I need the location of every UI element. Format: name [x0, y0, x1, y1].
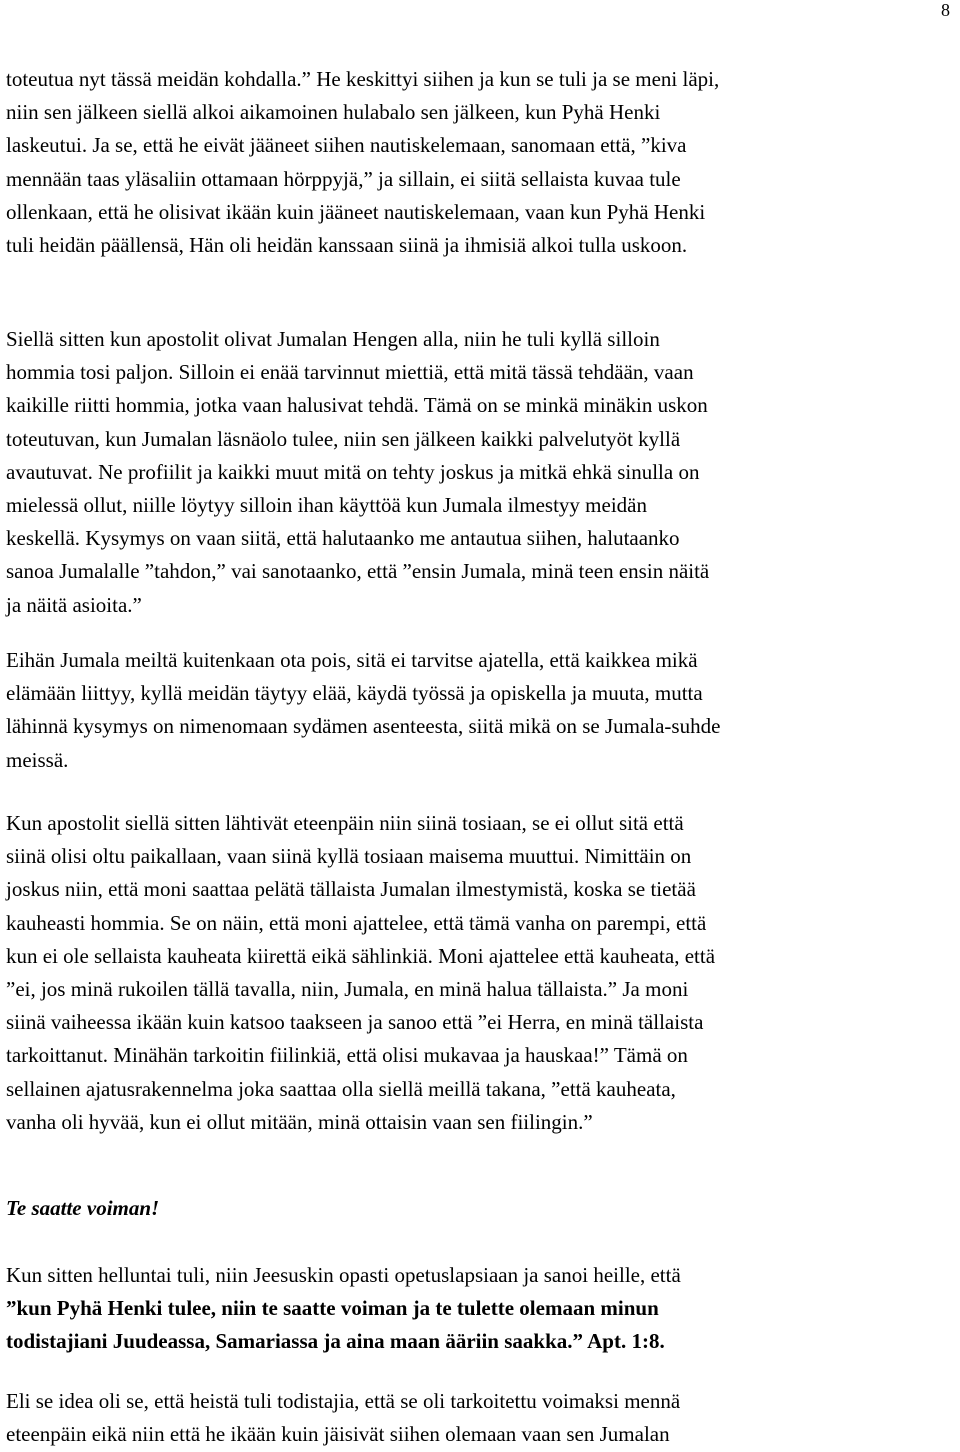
text-line: Siellä sitten kun apostolit olivat Jumalan Hengen alla, niin he tuli kyllä silloin: [6, 327, 660, 351]
text-line: keskellä. Kysymys on vaan siitä, että halutaanko me antautua siihen, halutaanko: [6, 526, 680, 551]
text-line: toteutuvan, kun Jumalan läsnäolo tulee, niin sen jälkeen kaikki palvelutyöt kyllä: [6, 426, 681, 451]
text-line: siinä vaiheessa ikään kuin katsoo taakseen ja sanoo että ”ei Herra, en minä tällaista: [6, 1010, 704, 1035]
text-line: elämään liittyy, kyllä meidän täytyy elää, käydä työssä ja opiskella ja muuta, mutta: [6, 681, 703, 706]
text-line: meissä.: [6, 747, 69, 772]
text-line: Eli se idea oli se, että heistä tuli todistajia, että se oli tarkoitettu voimaksi mennä: [6, 1389, 681, 1413]
text-line: mennään taas yläsaliin ottamaan hörppyjä,” ja sillain, ei siitä sellaista kuvaa tule: [6, 166, 681, 191]
section-heading-text: Te saatte voiman!: [6, 1196, 160, 1220]
text-line: mielessä ollut, niille löytyy silloin ihan käyttöä kun Jumala ilmestyy meidän: [6, 493, 647, 518]
text-line: kauheasti hommia. Se on näin, että moni ajattelee, että tämä vanha on parempi, että: [6, 910, 707, 935]
text-line: kun ei ole sellaista kauheata kiirettä eikä sählinkiä. Moni ajattelee että kauheata, että: [6, 943, 716, 968]
text-line: siinä olisi oltu paikallaan, vaan siinä kyllä tosiaan maisema muuttui. Nimittäin on: [6, 844, 692, 869]
text-line: Kun apostolit siellä sitten lähtivät eteenpäin niin siinä tosiaan, se ei ollut sitä että: [6, 811, 684, 835]
text-line: avautuvat. Ne profiilit ja kaikki muut mitä on tehty joskus ja mitkä ehkä sinulla on: [6, 459, 700, 484]
text-line: ”ei, jos minä rukoilen tällä tavalla, niin, Jumala, en minä halua tällaista.” Ja moni: [6, 977, 689, 1002]
section-paragraph-2: [6, 1385, 956, 1451]
bible-quote-line: todistajiani Juudeassa, Samariassa ja aina maan ääriin saakka.” Apt. 1:8.: [6, 1329, 665, 1354]
text-line: kaikille riitti hommia, jotka vaan halusivat tehdä. Tämä on se minkä minäkin uskon: [6, 393, 708, 418]
text-line: vanha oli hyvää, kun ei ollut mitään, minä ottaisin vaan sen fiilingin.”: [6, 1109, 593, 1134]
text-line: eteenpäin eikä niin että he ikään kuin jäisivät siihen olemaan vaan sen Jumalan: [6, 1422, 670, 1447]
paragraph-1: [6, 63, 956, 262]
text-line: Eihän Jumala meiltä kuitenkaan ota pois, sitä ei tarvitse ajatella, että kaikkea mikä: [6, 648, 698, 672]
paragraph-4: [6, 807, 956, 1139]
text-line: lähinnä kysymys on nimenomaan sydämen asenteesta, siitä mikä on se Jumala-suhde: [6, 714, 721, 739]
text-line: hommia tosi paljon. Silloin ei enää tarvinnut miettiä, että mitä tässä tehdään, vaan: [6, 360, 694, 385]
section-paragraph-1: [6, 1259, 956, 1359]
text-line: ollenkaan, että he olisivat ikään kuin jääneet nautiskelemaan, vaan kun Pyhä Henki: [6, 199, 706, 224]
bible-quote-line: ”kun Pyhä Henki tulee, niin te saatte voiman ja te tulette olemaan minun: [6, 1296, 659, 1321]
text-line: joskus niin, että moni saattaa pelätä tällaista Jumalan ilmestymistä, koska se tietää: [6, 877, 696, 902]
page-number: 8: [941, 0, 950, 20]
section-heading: [6, 1192, 956, 1225]
paragraph-2: [6, 323, 956, 622]
text-line: sellainen ajatusrakennelma joka saattaa olla siellä meillä takana, ”että kauheata,: [6, 1076, 676, 1101]
text-line: Kun sitten helluntai tuli, niin Jeesuskin opasti opetuslapsiaan ja sanoi heille, että: [6, 1263, 681, 1287]
text-line: tarkoittanut. Minähän tarkoitin fiilinkiä, että olisi mukavaa ja hauskaa!” Tämä on: [6, 1043, 688, 1068]
text-line: niin sen jälkeen siellä alkoi aikamoinen hulabalo sen jälkeen, kun Pyhä Henki: [6, 100, 661, 125]
text-line: laskeutui. Ja se, että he eivät jääneet siihen nautiskelemaan, sanomaan että, ”kiva: [6, 133, 687, 158]
text-line: ja näitä asioita.”: [6, 592, 142, 617]
text-line: sanoa Jumalalle ”tahdon,” vai sanotaanko, että ”ensin Jumala, minä teen ensin näitä: [6, 559, 710, 584]
paragraph-3: [6, 644, 956, 777]
text-line: tuli heidän päällensä, Hän oli heidän kanssaan siinä ja ihmisiä alkoi tulla uskoon.: [6, 233, 688, 258]
text-line: toteutua nyt tässä meidän kohdalla.” He keskittyi siihen ja kun se tuli ja se meni läpi,: [6, 67, 720, 91]
